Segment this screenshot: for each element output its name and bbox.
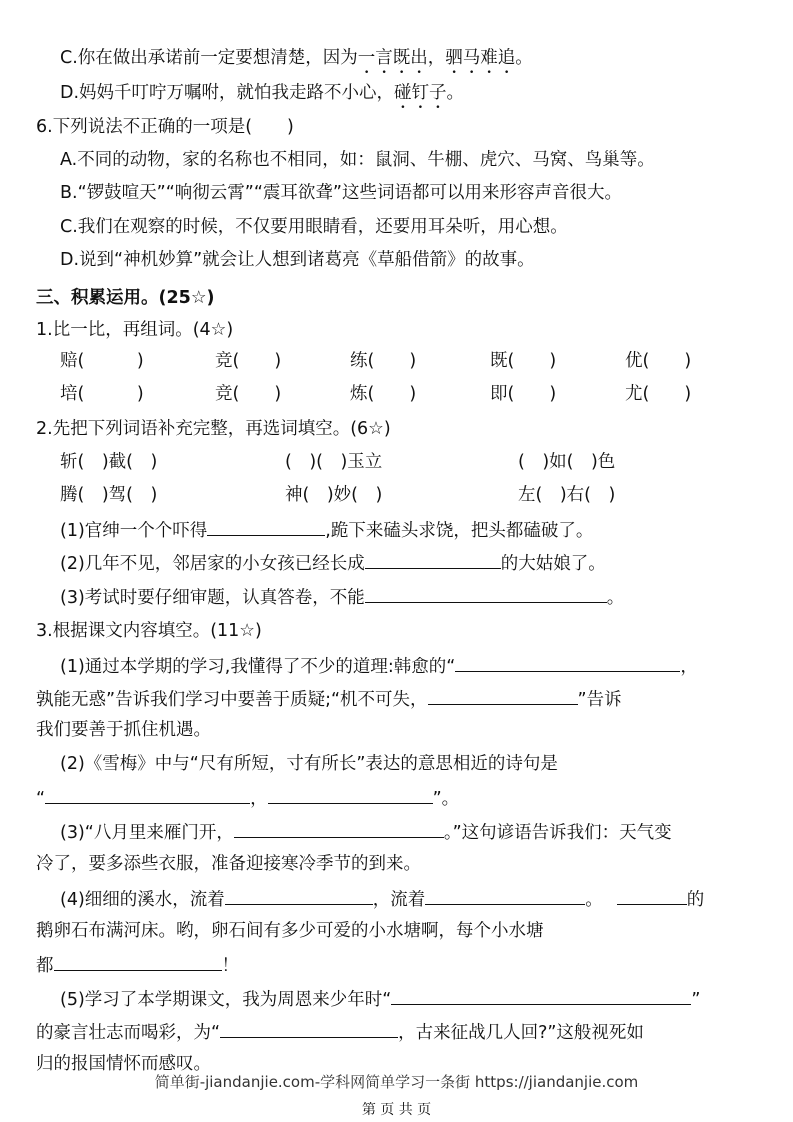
q6-option-b: B.“锣鼓喧天”“响彻云霄”“震耳欲聋”这些词语都可以用来形容声音很大。 bbox=[60, 183, 622, 203]
q3-p4-blank-1[interactable] bbox=[225, 887, 373, 905]
q3-p1-text-2: 孰能无惑”告诉我们学习中要善于质疑;“机不可失， bbox=[36, 690, 428, 710]
q3-p4-line-1 bbox=[60, 887, 704, 911]
q2-idiom[interactable]: 左( )右( ) bbox=[518, 485, 616, 505]
q3-p2-comma: ， bbox=[250, 789, 268, 809]
q3-p1-text: (1)通过本学期的学习,我懂得了不少的道理:韩愈的“ bbox=[60, 657, 456, 677]
q5-c-text: C.你在做出承诺前一定要想清楚，因为 bbox=[60, 48, 358, 68]
q3-p5-text: (5)学习了本学期课文，我为周恩来少年时“ bbox=[60, 990, 392, 1010]
q3-p5-blank-2[interactable] bbox=[220, 1020, 398, 1038]
q1-item[interactable]: 即( ) bbox=[490, 384, 557, 404]
q3-p3-text-2: 。”这句谚语告诉我们：天气变 bbox=[443, 823, 672, 843]
q2-s2-end: 的大姑娘了。 bbox=[500, 554, 606, 574]
q5-option-c bbox=[60, 47, 533, 78]
section-3-heading: 三、积累运用。(25☆) bbox=[36, 288, 215, 308]
q3-p4-text: (4)细细的溪水，流着 bbox=[60, 890, 225, 910]
watermark-footer: 简单街-jiandanjie.com-学科网简单学习一条街 https://jiandanjie.com bbox=[154, 1073, 639, 1091]
q3-p5-blank-1[interactable] bbox=[391, 987, 691, 1005]
q2-s1-end: ,跪下来磕头求饶，把头都磕破了。 bbox=[325, 521, 594, 541]
q2-s2-text: (2)几年不见，邻居家的小女孩已经长成 bbox=[60, 554, 365, 574]
q1-item[interactable]: 尤( ) bbox=[625, 384, 692, 404]
q6-title: 6.下列说法不正确的一项是( ) bbox=[36, 117, 294, 137]
q2-idiom[interactable]: 斩( )截( ) bbox=[60, 452, 158, 472]
q1-item[interactable]: 培( ) bbox=[60, 384, 144, 404]
q3-p5-close: ” bbox=[691, 990, 701, 1010]
q2-sentence-2 bbox=[60, 551, 606, 575]
q2-s3-end: 。 bbox=[606, 588, 625, 608]
q3-p3-line-2: 冷了，要多添些衣服，准备迎接寒冷季节的到来。 bbox=[36, 854, 421, 874]
q1-item[interactable]: 既( ) bbox=[490, 351, 557, 371]
q3-title: 3.根据课文内容填空。(11☆) bbox=[36, 621, 262, 641]
q3-p2-blank-1[interactable] bbox=[45, 786, 250, 804]
q1-item[interactable]: 竞( ) bbox=[215, 351, 282, 371]
q1-item[interactable]: 练( ) bbox=[350, 351, 417, 371]
q3-p1-line-1 bbox=[60, 654, 698, 678]
q1-item[interactable]: 竞( ) bbox=[215, 384, 282, 404]
q3-p4-blank-2[interactable] bbox=[425, 887, 585, 905]
q3-p4-text-2: ，流着 bbox=[372, 890, 426, 910]
q1-item[interactable]: 赔( ) bbox=[60, 351, 144, 371]
q3-p5-text-2: 的豪言壮志而喝彩，为“ bbox=[36, 1023, 221, 1043]
q3-p4-exclaim: ！ bbox=[221, 956, 239, 976]
q2-s1-blank[interactable] bbox=[207, 518, 325, 536]
q3-p4-line-3 bbox=[36, 953, 239, 977]
q3-p1-text-3: ”告诉 bbox=[577, 690, 622, 710]
q3-p3-text: (3)“八月里来雁门开， bbox=[60, 823, 234, 843]
q3-p1-blank-2[interactable] bbox=[428, 687, 578, 705]
q3-p3-blank[interactable] bbox=[234, 820, 444, 838]
q3-p4-period: 。 bbox=[585, 890, 603, 910]
q5-c-end: 。 bbox=[515, 48, 533, 68]
q5-c-emphasis: 一言既出，驷马难追 bbox=[357, 48, 516, 68]
q2-s1-text: (1)官绅一个个吓得 bbox=[60, 521, 208, 541]
q2-title: 2.先把下列词语补充完整，再选词填空。(6☆) bbox=[36, 419, 391, 439]
q3-p2-close: ”。 bbox=[432, 789, 460, 809]
q5-option-d bbox=[60, 82, 464, 113]
q2-idiom[interactable]: ( )( )玉立 bbox=[285, 452, 383, 472]
q6-option-d: D.说到“神机妙算”就会让人想到诸葛亮《草船借箭》的故事。 bbox=[60, 250, 535, 270]
q3-p5-line-3: 归的报国情怀而感叹。 bbox=[36, 1054, 211, 1074]
page-number: 第 页 共 页 bbox=[361, 1102, 432, 1118]
q3-p2-line-2 bbox=[36, 786, 459, 810]
q3-p4-text-4: 都 bbox=[36, 956, 54, 976]
q2-s3-text: (3)考试时要仔细审题，认真答卷，不能 bbox=[60, 588, 365, 608]
q5-d-emphasis: 碰钉子 bbox=[394, 83, 447, 103]
q1-title: 1.比一比，再组词。(4☆) bbox=[36, 320, 234, 340]
q2-idiom[interactable]: 神( )妙( ) bbox=[285, 485, 383, 505]
q2-s3-blank[interactable] bbox=[365, 585, 607, 603]
q6-option-a: A.不同的动物，家的名称也不相同，如：鼠洞、牛棚、虎穴、马窝、鸟巢等。 bbox=[60, 150, 655, 170]
q1-item[interactable]: 优( ) bbox=[625, 351, 692, 371]
q2-sentence-1 bbox=[60, 518, 593, 542]
q3-p1-line-3: 我们要善于抓住机遇。 bbox=[36, 720, 211, 740]
q6-option-c: C.我们在观察的时候，不仅要用眼睛看，还要用耳朵听，用心想。 bbox=[60, 217, 568, 237]
q3-p5-line-2 bbox=[36, 1020, 644, 1044]
q1-item[interactable]: 炼( ) bbox=[350, 384, 417, 404]
q3-p1-line-2 bbox=[36, 687, 622, 711]
q3-p1-comma: ， bbox=[680, 657, 698, 677]
q3-p1-blank-1[interactable] bbox=[455, 654, 680, 672]
q3-p4-text-3: 的 bbox=[686, 890, 705, 910]
q2-sentence-3 bbox=[60, 585, 624, 609]
q3-p2-blank-2[interactable] bbox=[268, 786, 433, 804]
q2-s2-blank[interactable] bbox=[365, 551, 501, 569]
q3-p5-line-1 bbox=[60, 987, 700, 1011]
q3-p2-line-1: (2)《雪梅》中与“尺有所短，寸有所长”表达的意思相近的诗句是 bbox=[60, 754, 558, 774]
q3-p5-text-3: ，古来征战几人回?”这般视死如 bbox=[398, 1023, 644, 1043]
q3-p2-open: “ bbox=[36, 789, 46, 809]
q2-idiom[interactable]: 腾( )驾( ) bbox=[60, 485, 158, 505]
q3-p4-blank-4[interactable] bbox=[54, 953, 222, 971]
q2-idiom[interactable]: ( )如( )色 bbox=[518, 452, 616, 472]
q3-p4-blank-3[interactable] bbox=[617, 887, 687, 905]
q5-d-end: 。 bbox=[446, 83, 465, 103]
q5-d-text: D.妈妈千叮咛万嘱咐，就怕我走路不小心， bbox=[60, 83, 395, 103]
q3-p3-line-1 bbox=[60, 820, 672, 844]
q3-p4-line-2: 鹅卵石布满河床。哟，卵石间有多少可爱的小水塘啊，每个小水塘 bbox=[36, 921, 544, 941]
